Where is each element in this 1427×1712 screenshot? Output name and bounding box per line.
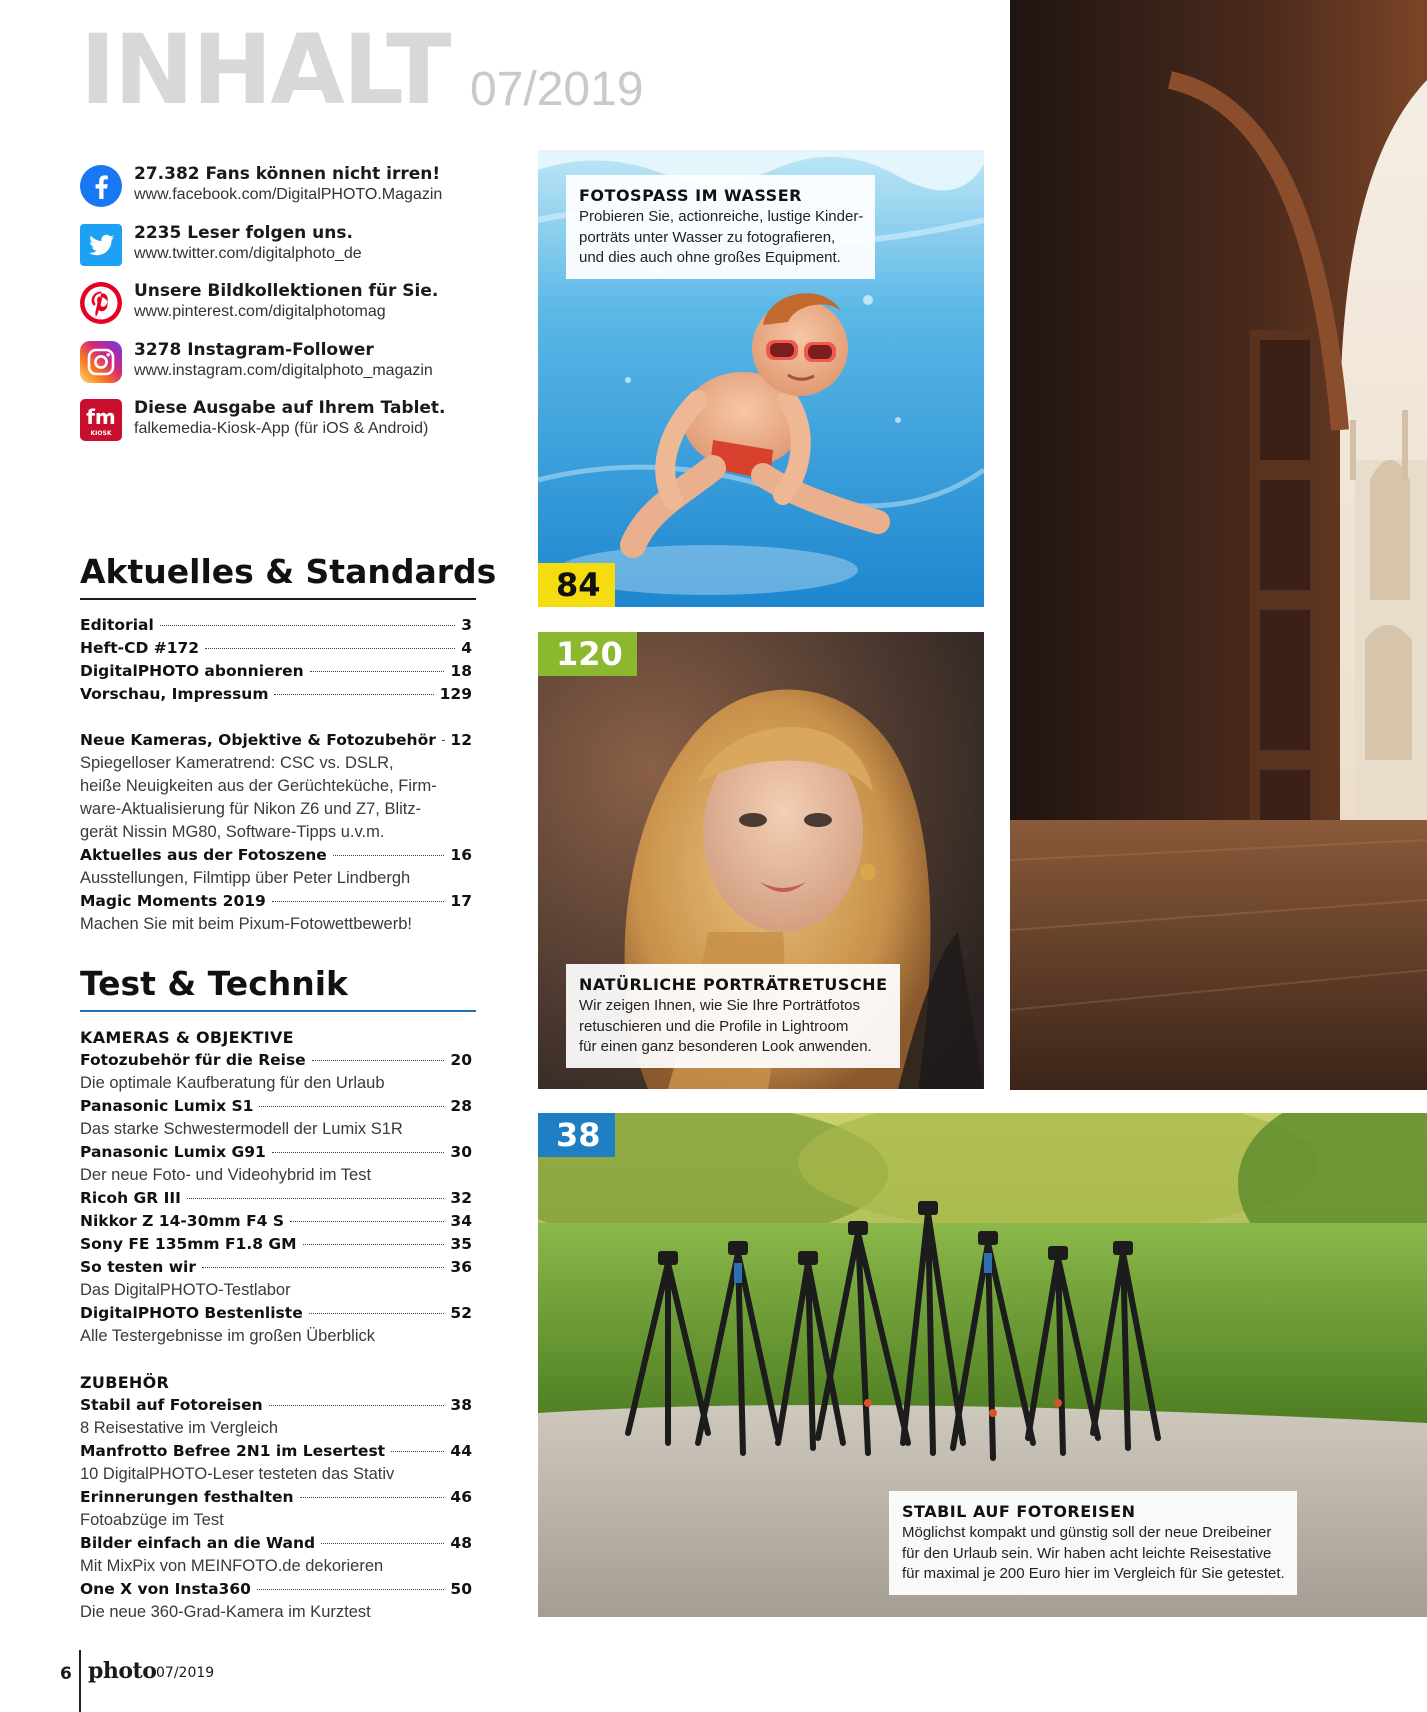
social-instagram[interactable] bbox=[80, 340, 500, 399]
toc-entry[interactable] bbox=[80, 1256, 472, 1279]
toc-entry-title: So testen wir bbox=[80, 1258, 196, 1276]
caption-line: und dies auch ohne großes Equipment. bbox=[579, 249, 841, 266]
toc-entry-title: Editorial bbox=[80, 616, 154, 634]
dot-leader bbox=[257, 1589, 445, 1590]
toc-entry-description: ware-Aktualisierung für Nikon Z6 und Z7, Blitz- bbox=[80, 800, 422, 818]
social-kiosk-app[interactable] bbox=[80, 398, 500, 457]
toc-page-number: 52 bbox=[450, 1304, 472, 1322]
toc-page-number: 129 bbox=[439, 685, 472, 703]
dot-leader bbox=[202, 1267, 444, 1268]
toc-list-aktuelles bbox=[80, 614, 472, 936]
toc-entry-title: Erinnerungen festhalten bbox=[80, 1488, 294, 1506]
feature-photo-portrait[interactable] bbox=[538, 632, 984, 1089]
toc-entry-description: Die optimale Kaufberatung für den Urlaub bbox=[80, 1074, 385, 1092]
toc-entry-description: 8 Reisestative im Vergleich bbox=[80, 1419, 279, 1437]
dot-leader bbox=[321, 1543, 444, 1544]
toc-entry-title: Neue Kameras, Objektive & Fotozubehör bbox=[80, 731, 436, 749]
list-spacer bbox=[80, 1348, 472, 1371]
toc-entry[interactable] bbox=[80, 729, 472, 752]
toc-entry[interactable] bbox=[80, 1394, 472, 1417]
dot-leader bbox=[391, 1451, 444, 1452]
caption-title: STABIL AUF FOTOREISEN bbox=[902, 1502, 1136, 1521]
toc-entry[interactable] bbox=[80, 637, 472, 660]
toc-category: KAMERAS & OBJEKTIVE bbox=[80, 1028, 294, 1047]
toc-entry-description: Spiegelloser Kameratrend: CSC vs. DSLR, bbox=[80, 754, 394, 772]
instagram-icon bbox=[80, 341, 122, 383]
dot-leader bbox=[259, 1106, 444, 1107]
caption-stative bbox=[889, 1491, 1297, 1595]
falkemedia-kiosk-icon bbox=[80, 399, 122, 441]
toc-entry[interactable] bbox=[80, 1578, 472, 1601]
section-heading-technik: Test & Technik bbox=[80, 964, 476, 1012]
toc-entry-title: DigitalPHOTO Bestenliste bbox=[80, 1304, 303, 1322]
dot-leader bbox=[300, 1497, 445, 1498]
caption-portrait bbox=[566, 964, 900, 1068]
social-url[interactable]: falkemedia-Kiosk-App (für iOS & Android) bbox=[134, 420, 429, 437]
toc-entry-title: Ricoh GR III bbox=[80, 1189, 181, 1207]
toc-entry[interactable] bbox=[80, 1486, 472, 1509]
toc-entry[interactable] bbox=[80, 660, 472, 683]
toc-list-technik bbox=[80, 1026, 472, 1624]
toc-entry[interactable] bbox=[80, 1210, 472, 1233]
caption-line: für einen ganz besonderen Look anwenden. bbox=[579, 1038, 872, 1055]
toc-entry-title: Stabil auf Fotoreisen bbox=[80, 1396, 263, 1414]
toc-entry-description: gerät Nissin MG80, Software-Tipps u.v.m. bbox=[80, 823, 385, 841]
page-title: INHALT bbox=[80, 14, 450, 126]
toc-entry[interactable] bbox=[80, 1302, 472, 1325]
dot-leader bbox=[303, 1244, 445, 1245]
toc-entry-title: Magic Moments 2019 bbox=[80, 892, 266, 910]
toc-entry-description: Alle Testergebnisse im großen Überblick bbox=[80, 1327, 375, 1345]
footer-divider bbox=[79, 1650, 81, 1712]
toc-entry-description: Ausstellungen, Filmtipp über Peter Lindbergh bbox=[80, 869, 411, 887]
dot-leader bbox=[309, 1313, 445, 1314]
social-links bbox=[80, 164, 500, 457]
caption-title: FOTOSPASS IM WASSER bbox=[579, 186, 802, 205]
social-url[interactable]: www.twitter.com/digitalphoto_de bbox=[134, 244, 362, 262]
dot-leader bbox=[160, 625, 455, 626]
toc-page-number: 3 bbox=[461, 616, 472, 634]
toc-entry[interactable] bbox=[80, 1095, 472, 1118]
caption-title: NATÜRLICHE PORTRÄTRETUSCHE bbox=[579, 975, 888, 994]
toc-page-number: 12 bbox=[450, 731, 472, 749]
facebook-icon bbox=[80, 165, 122, 207]
social-title: 3278 Instagram-Follower bbox=[134, 339, 374, 360]
page-badge-portrait: 120 bbox=[538, 632, 637, 676]
toc-entry-title: Bilder einfach an die Wand bbox=[80, 1534, 316, 1552]
toc-entry-description: Mit MixPix von MEINFOTO.de dekorieren bbox=[80, 1557, 384, 1575]
toc-entry-title: Aktuelles aus der Fotoszene bbox=[80, 846, 327, 864]
dot-leader bbox=[272, 1152, 445, 1153]
dot-leader bbox=[205, 648, 455, 649]
toc-entry-description: Der neue Foto- und Videohybrid im Test bbox=[80, 1166, 372, 1184]
toc-page-number: 44 bbox=[450, 1442, 472, 1460]
toc-page-number: 30 bbox=[450, 1143, 472, 1161]
toc-entry-description: Fotoabzüge im Test bbox=[80, 1511, 224, 1529]
twitter-icon bbox=[80, 224, 122, 266]
toc-page-number: 4 bbox=[461, 639, 472, 657]
social-title: Diese Ausgabe auf Ihrem Tablet. bbox=[134, 398, 446, 418]
feature-photo-underwater[interactable] bbox=[538, 150, 984, 607]
toc-entry[interactable] bbox=[80, 683, 472, 706]
toc-page-number: 50 bbox=[450, 1580, 472, 1598]
dot-leader bbox=[290, 1221, 444, 1222]
toc-entry-title: DigitalPHOTO abonnieren bbox=[80, 662, 304, 680]
social-url[interactable]: www.instagram.com/digitalphoto_magazin bbox=[134, 361, 433, 379]
toc-page-number: 16 bbox=[450, 846, 472, 864]
toc-entry[interactable] bbox=[80, 1049, 472, 1072]
toc-page-number: 46 bbox=[450, 1488, 472, 1506]
social-facebook[interactable] bbox=[80, 164, 500, 223]
toc-entry[interactable] bbox=[80, 844, 472, 867]
footer-issue: 07/2019 bbox=[156, 1665, 215, 1681]
section-heading-aktuelles: Aktuelles & Standards bbox=[80, 552, 476, 600]
caption-line: Möglichst kompakt und günstig soll der neue Dreibeiner bbox=[902, 1524, 1272, 1541]
caption-line: porträts unter Wasser zu fotografieren, bbox=[579, 228, 836, 246]
dot-leader bbox=[272, 901, 445, 902]
toc-entry-title: Vorschau, Impressum bbox=[80, 685, 269, 703]
toc-page-number: 38 bbox=[450, 1396, 472, 1414]
toc-entry-description: heiße Neuigkeiten aus der Gerüchteküche, Firm- bbox=[80, 777, 437, 795]
toc-entry[interactable] bbox=[80, 890, 472, 913]
page-badge-stative: 38 bbox=[538, 1113, 615, 1157]
social-url[interactable]: www.pinterest.com/digitalphotomag bbox=[134, 303, 386, 320]
toc-page-number: 18 bbox=[450, 662, 472, 680]
social-twitter[interactable] bbox=[80, 223, 500, 282]
toc-page-number: 32 bbox=[450, 1189, 472, 1207]
toc-page-number: 35 bbox=[450, 1235, 472, 1253]
toc-entry[interactable] bbox=[80, 1440, 472, 1463]
toc-entry-description: Das starke Schwestermodell der Lumix S1R bbox=[80, 1120, 403, 1138]
toc-entry-title: Nikkor Z 14-30mm F4 S bbox=[80, 1212, 285, 1230]
toc-page-number: 36 bbox=[450, 1258, 472, 1276]
issue-date: 07/2019 bbox=[470, 63, 644, 116]
toc-entry-title: Manfrotto Befree 2N1 im Lesertest bbox=[80, 1442, 386, 1460]
toc-entry-title: Fotozubehör für die Reise bbox=[80, 1051, 306, 1069]
pinterest-icon bbox=[80, 282, 122, 324]
kiosk-logo-text: fm bbox=[86, 405, 116, 429]
toc-entry-description: Das DigitalPHOTO-Testlabor bbox=[80, 1281, 291, 1299]
dot-leader bbox=[442, 740, 445, 741]
dot-leader bbox=[274, 694, 433, 695]
toc-page-number: 34 bbox=[450, 1212, 472, 1230]
dot-leader bbox=[187, 1198, 445, 1199]
social-url[interactable]: www.facebook.com/DigitalPHOTO.Magazin bbox=[134, 186, 443, 203]
toc-entry-title: Sony FE 135mm F1.8 GM bbox=[80, 1235, 297, 1253]
feature-photo-tripods[interactable] bbox=[538, 1113, 1427, 1617]
toc-entry[interactable] bbox=[80, 1187, 472, 1210]
toc-entry-description: 10 DigitalPHOTO-Leser testeten das Stativ bbox=[80, 1465, 395, 1483]
toc-entry-description: Die neue 360-Grad-Kamera im Kurztest bbox=[80, 1603, 371, 1621]
magazine-logo: photo bbox=[88, 1658, 157, 1684]
social-title: 2235 Leser folgen uns. bbox=[134, 222, 353, 243]
dot-leader bbox=[269, 1405, 445, 1406]
dot-leader bbox=[312, 1060, 445, 1061]
caption-line: für den Urlaub sein. Wir haben acht leichte Reisestative bbox=[902, 1544, 1272, 1562]
page-number: 6 bbox=[60, 1664, 72, 1684]
caption-line: für maximal je 200 Euro hier im Vergleich für Sie getestet. bbox=[902, 1565, 1285, 1582]
social-title: Unsere Bildkollektionen für Sie. bbox=[134, 281, 439, 301]
archway-taj-image bbox=[1010, 0, 1427, 1090]
caption-line: retuschieren und die Profile in Lightroom bbox=[579, 1017, 849, 1035]
toc-entry-title: Panasonic Lumix G91 bbox=[80, 1143, 266, 1161]
toc-entry[interactable] bbox=[80, 614, 472, 637]
toc-page-number: 17 bbox=[450, 892, 472, 910]
toc-entry-title: One X von Insta360 bbox=[80, 1580, 251, 1598]
dot-leader bbox=[310, 671, 445, 672]
toc-entry-title: Panasonic Lumix S1 bbox=[80, 1097, 254, 1115]
kiosk-logo-sub: KIOSK bbox=[90, 430, 112, 437]
toc-entry[interactable] bbox=[80, 1233, 472, 1256]
toc-page-number: 20 bbox=[450, 1051, 472, 1069]
toc-entry-description: Machen Sie mit beim Pixum-Fotowettbewerb! bbox=[80, 915, 412, 933]
toc-page-number: 28 bbox=[450, 1097, 472, 1115]
list-spacer bbox=[80, 706, 472, 729]
toc-entry[interactable] bbox=[80, 1141, 472, 1164]
page-badge-wasser: 84 bbox=[538, 563, 615, 607]
feature-photo-archway[interactable] bbox=[1010, 0, 1427, 1090]
caption-wasser bbox=[566, 175, 875, 279]
dot-leader bbox=[333, 855, 445, 856]
social-pinterest[interactable] bbox=[80, 281, 500, 340]
toc-entry[interactable] bbox=[80, 1532, 472, 1555]
social-title: 27.382 Fans können nicht irren! bbox=[134, 164, 441, 184]
toc-entry-title: Heft-CD #172 bbox=[80, 639, 200, 657]
toc-category: ZUBEHÖR bbox=[80, 1373, 170, 1392]
caption-line: Wir zeigen Ihnen, wie Sie Ihre Porträtfotos bbox=[579, 997, 860, 1014]
toc-page-number: 48 bbox=[450, 1534, 472, 1552]
caption-line: Probieren Sie, actionreiche, lustige Kinder- bbox=[579, 208, 864, 225]
